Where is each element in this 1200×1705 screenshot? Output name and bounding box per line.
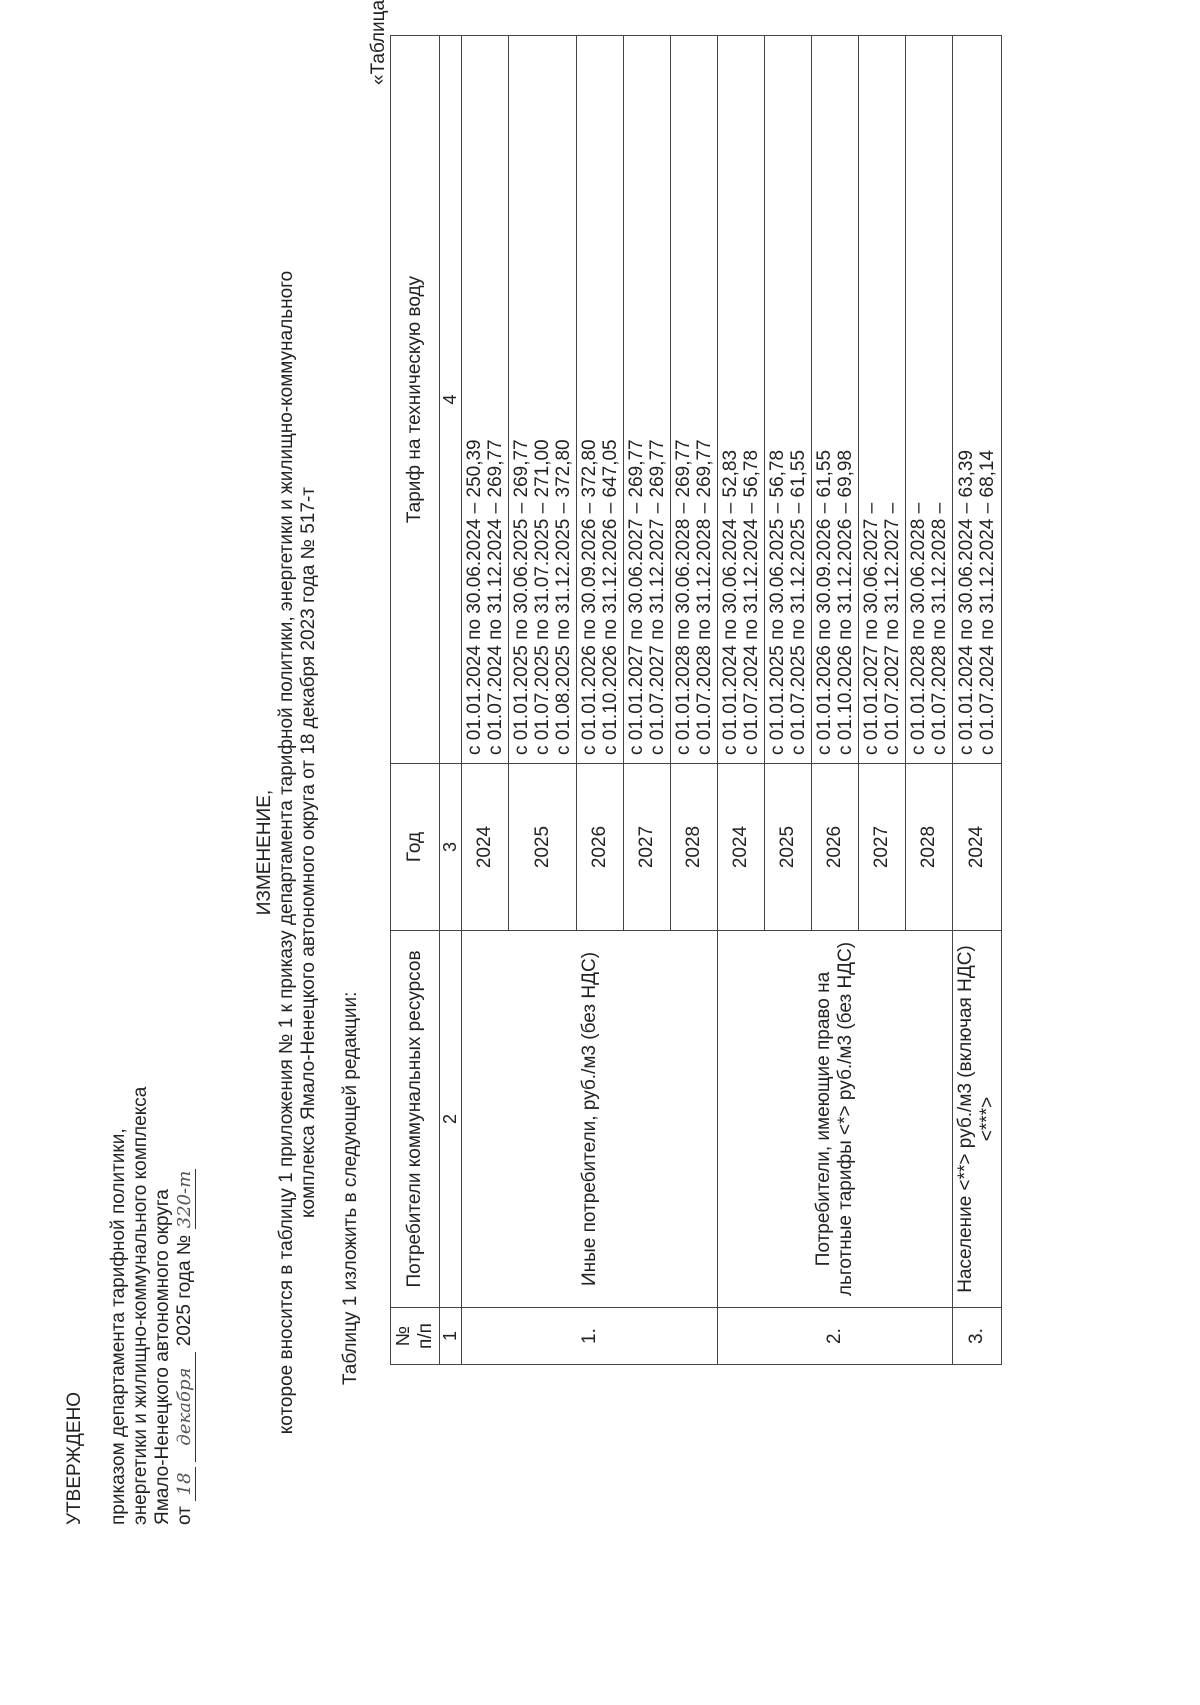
header-tariff: Тариф на техническую воду	[391, 36, 440, 764]
title-main: ИЗМЕНЕНИЕ,	[254, 789, 275, 916]
tariff-period: с 01.01.2024 по 30.06.2024 – 52,83	[720, 449, 741, 755]
header-consumers: Потребители коммунальных ресурсов	[391, 931, 440, 1308]
tariff-period: с 01.07.2027 по 31.12.2027 – 269,77	[647, 439, 668, 755]
tariff-cell	[906, 36, 953, 764]
year-cell: 2027	[624, 764, 671, 931]
approval-line: Ямало-Ненецкого автономного округа	[152, 1189, 173, 1525]
year-cell: 2026	[577, 764, 624, 931]
table-row	[462, 36, 509, 1365]
header-year: Год	[391, 764, 440, 931]
tariff-period: с 01.01.2026 по 30.09.2026 – 372,80	[579, 439, 600, 755]
tariff-period: с 01.07.2025 по 31.12.2025 – 61,55	[788, 449, 809, 755]
year-cell: 2027	[859, 764, 906, 931]
row-number: 1.	[462, 1308, 718, 1365]
tariff-period: с 01.07.2028 по 31.12.2028 – 269,77	[694, 439, 715, 755]
year-cell: 2028	[671, 764, 718, 931]
table-row	[953, 36, 1002, 1365]
year-cell: 2025	[509, 764, 577, 931]
year-cell: 2025	[765, 764, 812, 931]
handwritten-month: декабря	[175, 1352, 196, 1462]
tariff-cell	[718, 36, 765, 764]
tariff-period: с 01.01.2028 по 30.06.2028 –	[908, 502, 929, 755]
tariff-period: с 01.07.2028 по 31.12.2028 –	[929, 502, 950, 755]
column-number: 4	[440, 36, 462, 764]
year-cell: 2024	[462, 764, 509, 931]
tariff-period: с 01.08.2025 по 31.12.2025 – 372,80	[553, 439, 574, 755]
handwritten-number: 320-т	[174, 1170, 195, 1229]
column-number: 1	[440, 1308, 462, 1365]
approval-block	[64, 1087, 196, 1525]
tariff-cell	[624, 36, 671, 764]
tariff-period: с 01.07.2024 по 31.12.2024 – 56,78	[741, 449, 762, 755]
approval-date-line	[174, 1087, 196, 1525]
approval-line: приказом департамента тарифной политики,	[108, 1128, 129, 1525]
intro-text: Таблицу 1 изложить в следующей редакции:	[340, 991, 361, 1385]
title-line-1: которое вносится в таблицу 1 приложения № 1 к приказу департамента тарифной политики, энергетики и жилищно-коммунального	[276, 270, 297, 1435]
tariff-cell	[765, 36, 812, 764]
table-label: «Таблица	[368, 0, 389, 85]
column-number-row	[440, 36, 462, 1365]
title-line-2: комплекса Ямало-Ненецкого автономного округа от 18 декабря 2023 года № 517-т	[298, 487, 319, 1218]
tariff-period: с 01.10.2026 по 31.12.2026 – 69,98	[835, 449, 856, 755]
tariff-cell	[509, 36, 577, 764]
row-number: 2.	[718, 1308, 953, 1365]
row-number: 3.	[953, 1308, 1002, 1365]
approval-heading: УТВЕРЖДЕНО	[64, 1391, 85, 1525]
date-prefix: от	[174, 1506, 195, 1525]
year-cell: 2028	[906, 764, 953, 931]
year-cell: 2024	[718, 764, 765, 931]
header-num: № п/п	[391, 1308, 440, 1365]
tariff-cell	[859, 36, 906, 764]
column-number: 3	[440, 764, 462, 931]
year-cell: 2026	[812, 764, 859, 931]
document-title	[254, 0, 320, 1705]
tariff-cell	[812, 36, 859, 764]
tariff-period: с 01.07.2027 по 31.12.2027 –	[882, 502, 903, 755]
year-cell: 2024	[953, 764, 1002, 931]
tariff-table	[390, 35, 1002, 1365]
tariff-period: с 01.01.2026 по 30.09.2026 – 61,55	[814, 449, 835, 755]
tariff-cell	[577, 36, 624, 764]
tariff-table-body	[462, 36, 1002, 1365]
consumer-category: Потребители, имеющие право на льготные тарифы <*> руб./м3 (без НДС)	[718, 931, 953, 1308]
tariff-period: с 01.07.2024 по 31.12.2024 – 269,77	[485, 439, 506, 755]
tariff-cell	[671, 36, 718, 764]
tariff-period: с 01.10.2026 по 31.12.2026 – 647,05	[600, 439, 621, 755]
table-row	[718, 36, 765, 1365]
tariff-period: с 01.01.2028 по 30.06.2028 – 269,77	[673, 439, 694, 755]
tariff-cell	[462, 36, 509, 764]
tariff-period: с 01.01.2027 по 30.06.2027 – 269,77	[626, 439, 647, 755]
tariff-period: с 01.01.2024 по 30.06.2024 – 250,39	[464, 439, 485, 755]
tariff-period: с 01.01.2025 по 30.06.2025 – 56,78	[767, 449, 788, 755]
handwritten-day: 18	[175, 1467, 196, 1501]
tariff-period: с 01.01.2024 по 30.06.2024 – 63,39	[956, 449, 977, 755]
consumer-category: Население <**> руб./м3 (включая НДС) <***>	[953, 931, 1002, 1308]
tariff-period: с 01.01.2025 по 30.06.2025 – 269,77	[511, 439, 532, 755]
consumer-category: Иные потребители, руб./м3 (без НДС)	[462, 931, 718, 1308]
tariff-period: с 01.07.2024 по 31.12.2024 – 68,14	[977, 449, 998, 755]
column-number: 2	[440, 931, 462, 1308]
tariff-period: с 01.07.2025 по 31.07.2025 – 271,00	[532, 439, 553, 755]
table-header-row	[391, 36, 440, 1365]
tariff-period: с 01.01.2027 по 30.06.2027 –	[861, 502, 882, 755]
approval-line: энергетики и жилищно-коммунального комплекса	[130, 1086, 151, 1525]
tariff-cell	[953, 36, 1002, 764]
date-year-text: 2025 года №	[174, 1234, 195, 1347]
